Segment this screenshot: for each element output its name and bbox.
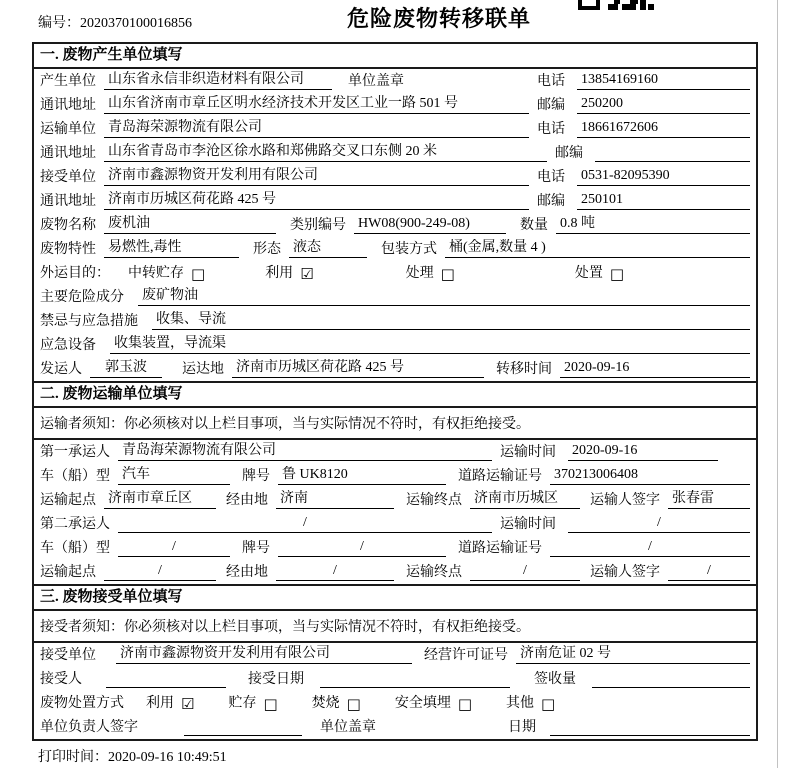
unit-seal-label: 单位盖章 [348, 74, 404, 89]
responsible-sign-field [184, 718, 302, 736]
transporter-phone-field: 18661672606 [577, 119, 750, 138]
row-accept-unit [34, 643, 756, 667]
vehicle1-plate-field: 鲁 UK8120 [278, 466, 446, 485]
receiver-zip-field: 250101 [577, 191, 750, 210]
transporter-label: 运输单位 [40, 122, 96, 137]
row-vehicle1 [34, 464, 756, 488]
option-label: 中转贮存 [128, 266, 184, 281]
row-acceptor [34, 667, 756, 691]
zip-label: 邮编 [555, 146, 583, 161]
checkbox-unchecked-icon: □ [609, 265, 625, 283]
row-taboo-measures [34, 309, 756, 333]
plate-label: 牌号 [242, 541, 270, 556]
transporter-zip-group [555, 142, 750, 162]
receiver-address-field: 济南市历城区荷花路 425 号 [104, 191, 529, 210]
vehicle1-type-field: 汽车 [118, 466, 230, 485]
transporter-addr-left [40, 142, 555, 162]
receiver-addr-left [40, 190, 537, 210]
carrier-sign-label: 运输人签字 [590, 493, 660, 508]
route2-start-field: / [104, 562, 216, 581]
manifest-form [32, 42, 758, 741]
transporter-name-field: 青岛海荣源物流有限公司 [104, 119, 529, 138]
carrier2-label: 第二承运人 [40, 517, 110, 532]
print-timestamp [38, 746, 227, 766]
option-label: 贮存 [228, 696, 257, 711]
road-cert-label: 道路运输证号 [458, 469, 542, 484]
option-treat [406, 262, 455, 282]
option-utilize [146, 692, 194, 712]
route-start-label: 运输起点 [40, 493, 96, 508]
unit-seal-label: 单位盖章 [320, 720, 376, 735]
carrier1-label: 第一承运人 [40, 445, 110, 460]
pack-field: 桶(金属,数量 4 ) [445, 239, 750, 258]
option-other [506, 692, 555, 712]
row-receiver-address [34, 189, 756, 213]
phone-label: 电话 [537, 74, 565, 89]
equipment-field: 收集装置，导流渠 [110, 335, 750, 354]
dispatcher-field: 郭玉波 [90, 359, 162, 378]
producer-address-field: 山东省济南市章丘区明水经济技术开发区工业一路 501 号 [104, 95, 529, 114]
producer-zip-group [537, 94, 750, 114]
route-end-label: 运输终点 [406, 493, 462, 508]
checkbox-unchecked-icon: □ [440, 265, 455, 283]
option-label: 其他 [506, 696, 535, 711]
phone-label: 电话 [537, 122, 565, 137]
responsible-sign-label: 单位负责人签字 [40, 720, 138, 735]
checkbox-unchecked-icon: □ [457, 695, 473, 713]
row-transport-address [34, 141, 756, 165]
qr-code-fragment [578, 0, 654, 10]
option-label: 安全填埋 [394, 696, 451, 711]
waste-name-field: 废机油 [104, 215, 276, 234]
row-transport-unit [34, 117, 756, 141]
row-emergency-equipment [34, 333, 756, 357]
route2-sign-field: / [668, 562, 750, 581]
carrier2-left [40, 513, 500, 533]
vehicle-type-label: 车（船）型 [40, 469, 110, 484]
page-title: 危险废物转移联单 [346, 6, 531, 31]
address-label: 通讯地址 [40, 98, 96, 113]
option-label: 处置 [574, 266, 603, 281]
carrier1-left [40, 441, 500, 461]
waste-qty-field: 0.8 吨 [556, 215, 750, 234]
row-producer-unit [34, 69, 756, 93]
receiver-phone-group [537, 166, 750, 186]
row-receiver-unit [34, 165, 756, 189]
checkbox-unchecked-icon: □ [263, 695, 278, 713]
license-field: 济南危证 02 号 [516, 645, 750, 664]
transport-time-label: 运输时间 [500, 517, 556, 532]
checkbox-checked-icon: ☑ [300, 265, 314, 283]
phone-label: 电话 [537, 170, 565, 185]
serial-label: 编号： [38, 16, 80, 31]
pack-label: 包装方式 [381, 242, 437, 257]
carrier1-time-field: 2020-09-16 [568, 442, 718, 461]
route1-start-field: 济南市章丘区 [104, 490, 216, 509]
row-second-carrier [34, 512, 756, 536]
route-end-label: 运输终点 [406, 565, 462, 580]
waste-qty-label: 数量 [520, 218, 548, 233]
receiver-phone-field: 0531-82095390 [577, 167, 750, 186]
row-route1 [34, 488, 756, 512]
option-landfill [395, 692, 472, 712]
license-label: 经营许可证号 [424, 648, 508, 663]
receiver-zip-group [537, 190, 750, 210]
destination-field: 济南市历城区荷花路 425 号 [232, 359, 484, 378]
receiver-name-field: 济南市鑫源物资开发利用有限公司 [104, 167, 529, 186]
option-incinerate [312, 692, 361, 712]
accept-date-field [320, 670, 510, 688]
row-transfer-purpose [34, 261, 756, 285]
carrier2-time-group [500, 513, 750, 533]
equipment-label: 应急设备 [40, 338, 96, 353]
row-responsible-sign [34, 715, 756, 739]
transport-time-label: 运输时间 [500, 445, 556, 460]
row-waste-traits [34, 237, 756, 261]
transfer-time-label: 转移时间 [496, 362, 552, 377]
address-label: 通讯地址 [40, 194, 96, 209]
section3-title: 三. 废物接受单位填写 [34, 584, 756, 611]
vehicle2-plate-field: / [278, 538, 446, 557]
purpose-label: 外运目的： [40, 266, 110, 281]
taboo-label: 禁忌与应急措施 [40, 314, 138, 329]
row-dispatcher [34, 357, 756, 381]
receiver-left [40, 166, 537, 186]
hazard-field: 废矿物油 [138, 287, 750, 306]
destination-label: 运达地 [182, 362, 224, 377]
signed-qty-field [592, 670, 750, 688]
route-start-label: 运输起点 [40, 565, 96, 580]
accept-unit-field: 济南市鑫源物资开发利用有限公司 [116, 645, 412, 664]
row-vehicle2 [34, 536, 756, 560]
section1-title: 一. 废物产生单位填写 [34, 44, 756, 69]
date-label: 日期 [508, 720, 536, 735]
producer-phone-field: 13854169160 [577, 71, 750, 90]
serial-value: 2020370100016856 [80, 16, 192, 31]
route1-end-field: 济南市历城区 [470, 490, 580, 509]
checkbox-unchecked-icon: □ [541, 695, 556, 713]
traits-label: 废物特性 [40, 242, 96, 257]
transporter-phone-group [537, 118, 750, 138]
vehicle-type-label: 车（船）型 [40, 541, 110, 556]
carrier1-field: 青岛海荣源物流有限公司 [118, 442, 492, 461]
scan-edge-line [777, 0, 778, 768]
transporter-zip-field [595, 144, 750, 162]
address-label: 通讯地址 [40, 146, 96, 161]
accept-date-label: 接受日期 [248, 672, 304, 687]
option-storage [228, 692, 277, 712]
receiver-notice: 接受者须知：你必须核对以上栏目事项，当与实际情况不符时，有权拒绝接受。 [34, 611, 756, 643]
hazard-label: 主要危险成分 [40, 290, 124, 305]
road-cert-label: 道路运输证号 [458, 541, 542, 556]
route1-sign-field: 张春雷 [668, 490, 750, 509]
option-label: 处理 [405, 266, 434, 281]
producer-addr-left [40, 94, 537, 114]
row-first-carrier [34, 440, 756, 464]
option-label: 焚烧 [311, 696, 340, 711]
vehicle2-type-field: / [118, 538, 230, 557]
signed-qty-label: 签收量 [534, 672, 576, 687]
option-label: 利用 [146, 696, 174, 711]
producer-name-field: 山东省永信非织造材料有限公司 [104, 71, 332, 90]
date-field [550, 718, 750, 736]
producer-label: 产生单位 [40, 74, 96, 89]
acceptor-field [106, 670, 226, 688]
option-label: 利用 [265, 266, 294, 281]
waste-name-label: 废物名称 [40, 218, 96, 233]
section2-title: 二. 废物运输单位填写 [34, 381, 756, 408]
producer-left [40, 70, 537, 90]
traits-field: 易燃性,毒性 [104, 239, 239, 258]
transfer-time-field: 2020-09-16 [560, 359, 750, 378]
plate-label: 牌号 [242, 469, 270, 484]
waste-code-field: HW08(900-249-08) [354, 215, 506, 234]
receiver-label: 接受单位 [40, 170, 96, 185]
route2-via-field: / [276, 562, 394, 581]
dispatcher-label: 发运人 [40, 362, 82, 377]
producer-phone-group [537, 70, 750, 90]
carrier-sign-label: 运输人签字 [590, 565, 660, 580]
checkbox-checked-icon: ☑ [181, 695, 195, 713]
option-utilize [265, 262, 313, 282]
form-label: 形态 [253, 242, 281, 257]
zip-label: 邮编 [537, 194, 565, 209]
carrier2-time-field: / [568, 514, 750, 533]
document-header [0, 0, 796, 40]
carrier2-field: / [118, 514, 492, 533]
route-via-label: 经由地 [226, 565, 268, 580]
print-value: 2020-09-16 10:49:51 [108, 750, 227, 765]
acceptor-label: 接受人 [40, 672, 82, 687]
option-dispose [575, 262, 624, 282]
carrier1-time-group [500, 441, 750, 461]
route2-end-field: / [470, 562, 580, 581]
accept-unit-label: 接受单位 [40, 648, 96, 663]
zip-label: 邮编 [537, 98, 565, 113]
transporter-left [40, 118, 537, 138]
row-hazard-component [34, 285, 756, 309]
row-waste-name [34, 213, 756, 237]
row-producer-address [34, 93, 756, 117]
disposal-label: 废物处置方式 [40, 696, 124, 711]
row-disposal-method [34, 691, 756, 715]
route-via-label: 经由地 [226, 493, 268, 508]
vehicle1-cert-field: 370213006408 [550, 466, 750, 485]
row-route2 [34, 560, 756, 584]
transporter-notice: 运输者须知：你必须核对以上栏目事项，当与实际情况不符时，有权拒绝接受。 [34, 408, 756, 440]
route1-via-field: 济南 [276, 490, 394, 509]
producer-zip-field: 250200 [577, 95, 750, 114]
print-label: 打印时间： [38, 750, 108, 765]
form-field: 液态 [289, 239, 367, 258]
checkbox-unchecked-icon: □ [191, 265, 206, 283]
transporter-address-field: 山东省青岛市李沧区徐水路和郑佛路交叉口东侧 20 米 [104, 143, 547, 162]
waste-code-label: 类别编号 [290, 218, 346, 233]
checkbox-unchecked-icon: □ [346, 695, 361, 713]
option-transfer-storage [128, 262, 205, 282]
vehicle2-cert-field: / [550, 538, 750, 557]
taboo-field: 收集、导流 [152, 311, 750, 330]
